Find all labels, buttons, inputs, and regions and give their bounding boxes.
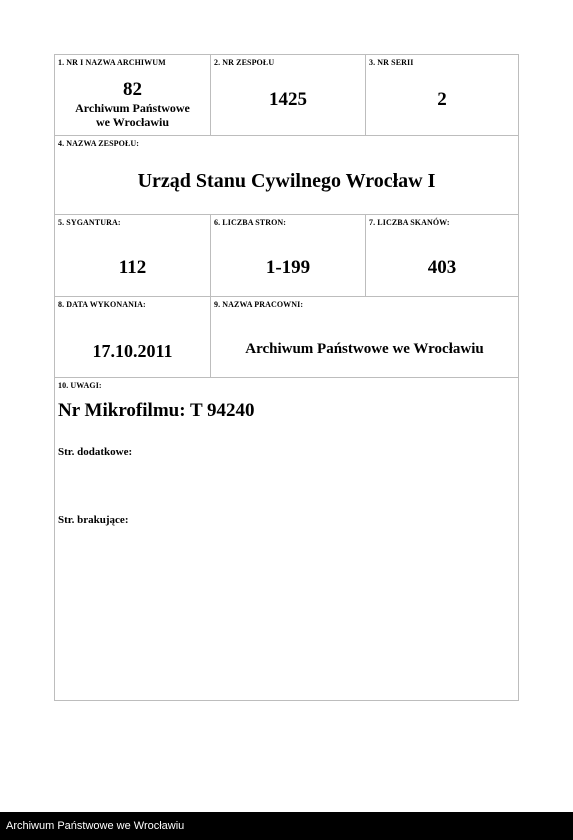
scans-cell: [365, 215, 518, 296]
card-row-1: [55, 55, 518, 136]
pages-label: 6. LICZBA STRON:: [214, 218, 287, 227]
archive-name: [55, 101, 210, 129]
missing-pages-label: Str. brakujące:: [58, 514, 129, 526]
fonds-name-value: Urząd Stanu Cywilnego Wrocław I: [137, 170, 436, 192]
footer-text: Archiwum Państwowe we Wrocławiu: [6, 820, 185, 832]
workshop-cell: [210, 297, 518, 377]
pages-cell: [210, 215, 365, 296]
date-label: 8. DATA WYKONANIA:: [58, 300, 146, 309]
archive-name-line-1: Archiwum Państwowe: [75, 101, 190, 115]
fonds-number-label: 2. NR ZESPOŁU: [214, 58, 275, 67]
series-number-cell: [365, 55, 518, 135]
card-row-5: [55, 378, 518, 700]
fonds-name-cell: [55, 136, 518, 214]
microfilm-number: Nr Mikrofilmu: T 94240: [58, 400, 255, 421]
workshop-value: Archiwum Państwowe we Wrocławiu: [245, 341, 484, 357]
footer-bar: [0, 812, 573, 840]
date-value: 17.10.2011: [92, 341, 173, 361]
scans-value: 403: [427, 257, 457, 278]
extra-pages-label: Str. dodatkowe:: [58, 446, 133, 458]
signature-label: 5. SYGANTURA:: [58, 218, 121, 227]
series-number-label: 3. NR SERII: [369, 58, 414, 67]
card-row-3: [55, 215, 518, 297]
card-row-4: [55, 297, 518, 378]
notes-cell: [55, 378, 518, 700]
metadata-card: [54, 54, 519, 701]
workshop-label: 9. NAZWA PRACOWNI:: [214, 300, 304, 309]
series-number-value: 2: [437, 89, 447, 110]
notes-label: 10. UWAGI:: [58, 381, 102, 390]
archive-name-line-2: we Wrocławiu: [95, 115, 169, 129]
archive-cell: [55, 55, 210, 135]
fonds-name-label: 4. NAZWA ZESPOŁU:: [58, 139, 140, 148]
card-row-2: [55, 136, 518, 215]
date-cell: [55, 297, 210, 377]
pages-value: 1-199: [265, 257, 311, 278]
archive-label: 1. NR I NAZWA ARCHIWUM: [58, 58, 166, 67]
archive-number: 82: [123, 79, 142, 100]
fonds-number-cell: [210, 55, 365, 135]
scans-label: 7. LICZBA SKANÓW:: [369, 218, 450, 227]
signature-cell: [55, 215, 210, 296]
signature-value: 112: [118, 257, 147, 278]
fonds-number-value: 1425: [269, 89, 307, 110]
